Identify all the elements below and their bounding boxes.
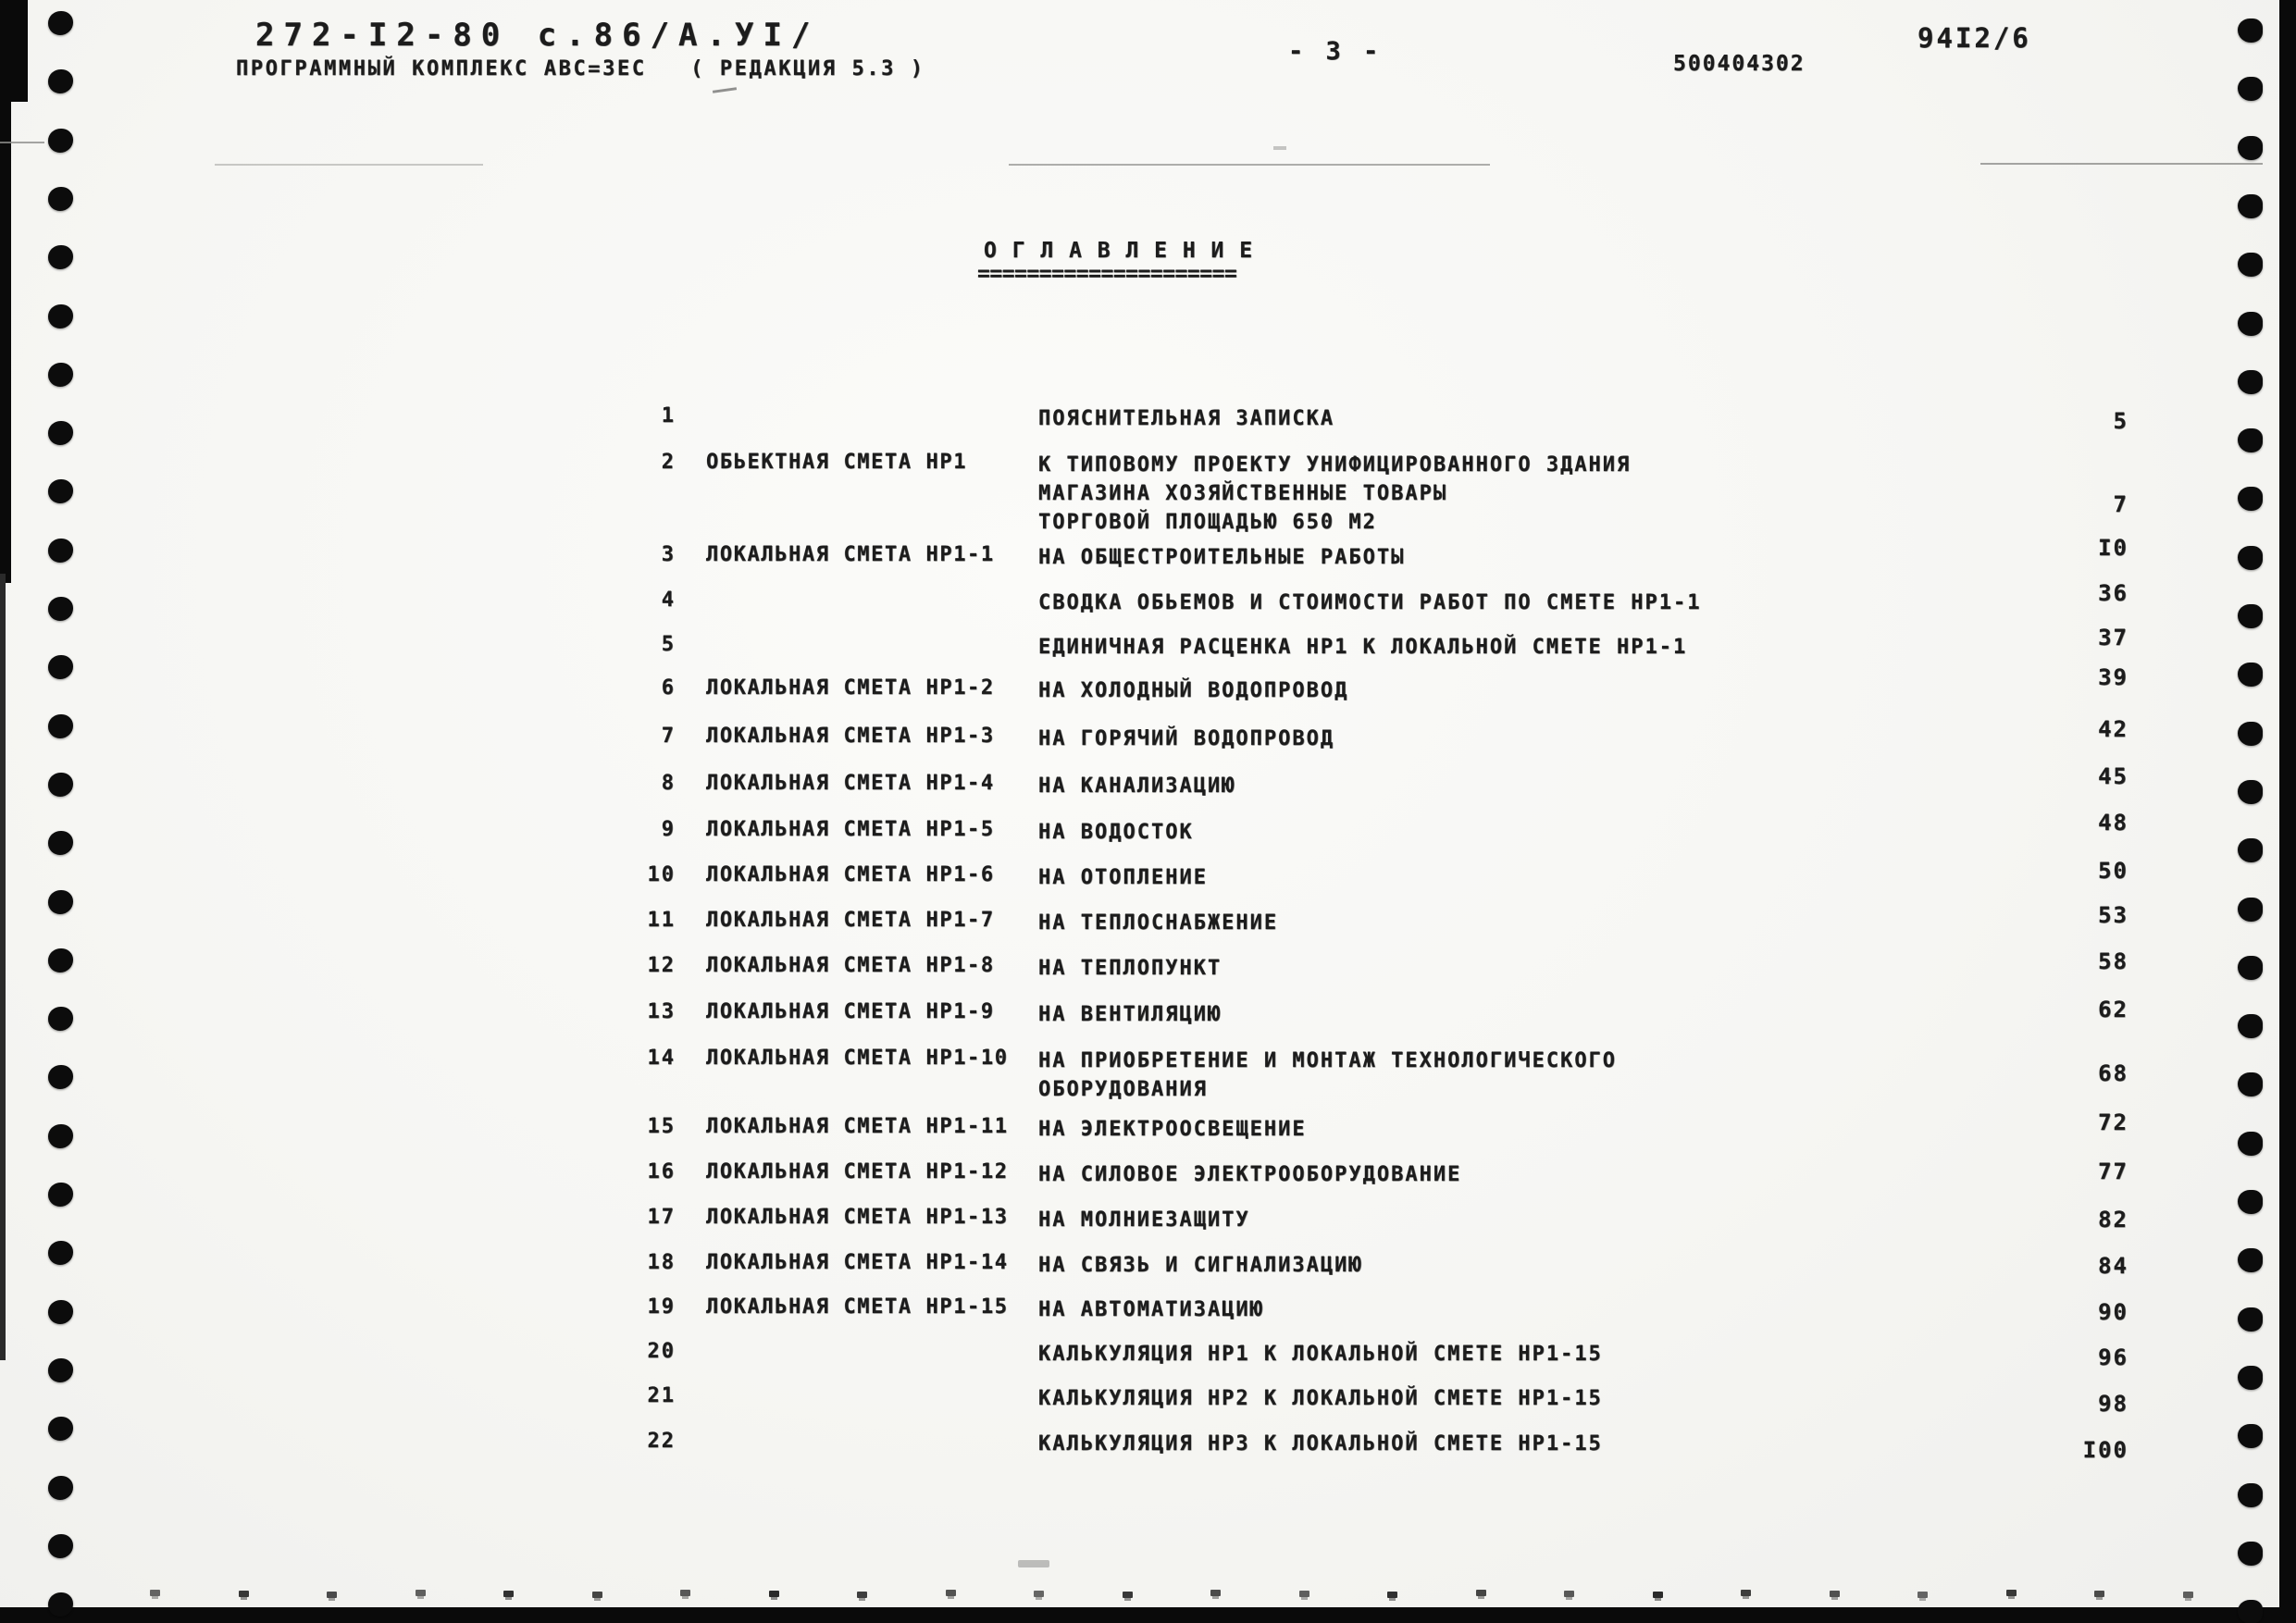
feed-hole	[2238, 546, 2263, 570]
toc-row-description-line: НА ВОДОСТОК	[1038, 821, 1194, 844]
toc-row-page: 45	[2098, 763, 2128, 789]
feed-hole	[48, 11, 73, 35]
crease-line	[0, 142, 44, 143]
toc-row-page: 72	[2098, 1109, 2128, 1135]
toc-row-description	[1038, 1430, 1603, 1458]
toc-row-number: 8	[661, 772, 676, 795]
perforation-tick	[327, 1592, 337, 1598]
toc-row-description-line: НА ВЕНТИЛЯЦИЮ	[1038, 1003, 1222, 1026]
perforation-tick	[1123, 1592, 1133, 1598]
perforation-tick	[503, 1591, 514, 1597]
feed-hole	[2238, 312, 2263, 336]
perforation-tick	[1299, 1591, 1309, 1597]
feed-hole	[48, 1065, 73, 1089]
toc-row-description	[1038, 954, 1222, 983]
document-code: 272-I2-80 с.86/А.УІ/	[255, 17, 820, 54]
toc-row-estimate-label: ЛОКАЛЬНАЯ СМЕТА НР1-11	[706, 1115, 1009, 1138]
feed-hole	[2238, 428, 2263, 452]
perforation-tick	[1564, 1591, 1574, 1597]
perforation-tick	[239, 1591, 249, 1597]
toc-row-description-line: КАЛЬКУЛЯЦИЯ НР3 К ЛОКАЛЬНОЙ СМЕТЕ НР1-15	[1038, 1432, 1603, 1456]
feed-hole	[2238, 1366, 2263, 1390]
perforation-tick	[769, 1591, 779, 1597]
perforation-tick	[946, 1590, 956, 1596]
ink-smudge	[1018, 1560, 1049, 1567]
toc-row-number: 1	[661, 404, 676, 427]
toc-row-number: 11	[647, 909, 676, 932]
toc-row-description	[1038, 1000, 1222, 1029]
toc-row-page: 98	[2098, 1391, 2128, 1417]
perforation-tick	[2006, 1590, 2017, 1596]
toc-row-description	[1038, 818, 1194, 847]
toc-row-page: 96	[2098, 1344, 2128, 1370]
toc-row-number: 7	[661, 725, 676, 748]
feed-hole	[2238, 1132, 2263, 1156]
feed-hole	[48, 1476, 73, 1500]
toc-row-description-line: НА АВТОМАТИЗАЦИЮ	[1038, 1298, 1264, 1321]
left-edge-shadow-mid	[0, 93, 11, 583]
toc-row-number: 17	[647, 1206, 676, 1229]
feed-hole	[2238, 1600, 2263, 1623]
feed-hole	[48, 245, 73, 269]
toc-row-estimate-label: ЛОКАЛЬНАЯ СМЕТА НР1-2	[706, 676, 995, 700]
toc-row-description-line: ОБОРУДОВАНИЯ	[1038, 1078, 1208, 1101]
perforation-tick	[1741, 1590, 1751, 1596]
toc-row-description	[1038, 676, 1348, 705]
toc-row-estimate-label: ЛОКАЛЬНАЯ СМЕТА НР1-5	[706, 818, 995, 841]
toc-row-description	[1038, 1206, 1250, 1234]
feed-hole	[48, 479, 73, 503]
feed-hole	[2238, 1424, 2263, 1448]
toc-row-number: 10	[647, 863, 676, 886]
feed-hole	[48, 304, 73, 328]
feed-hole	[48, 714, 73, 738]
pen-mark	[713, 87, 737, 93]
perforation-tick	[1210, 1590, 1221, 1596]
feed-hole	[48, 831, 73, 855]
feed-hole	[2238, 19, 2263, 43]
feed-hole	[48, 1534, 73, 1558]
toc-row-number: 9	[661, 818, 676, 841]
perforation-tick	[416, 1590, 426, 1596]
toc-row-description-line: НА ЭЛЕКТРООСВЕЩЕНИЕ	[1038, 1118, 1307, 1141]
toc-row-description	[1038, 772, 1235, 800]
toc-row-page: 42	[2098, 716, 2128, 742]
feed-hole	[2238, 956, 2263, 980]
feed-hole	[48, 890, 73, 914]
toc-row-number: 15	[647, 1115, 676, 1138]
toc-row-description	[1038, 1295, 1264, 1324]
toc-row-page: 37	[2098, 625, 2128, 650]
toc-row-description-line: НА ГОРЯЧИЙ ВОДОПРОВОД	[1038, 727, 1335, 750]
toc-row-description-line: КАЛЬКУЛЯЦИЯ НР2 К ЛОКАЛЬНОЙ СМЕТЕ НР1-15	[1038, 1387, 1603, 1410]
toc-row-description	[1038, 1340, 1603, 1369]
perforation-tick	[1476, 1590, 1486, 1596]
toc-row-description-line: НА КАНАЛИЗАЦИЮ	[1038, 774, 1236, 798]
toc-row-estimate-label: ЛОКАЛЬНАЯ СМЕТА НР1-15	[706, 1295, 1009, 1319]
toc-row-description	[1038, 1160, 1461, 1189]
toc-row-estimate-label: ЛОКАЛЬНАЯ СМЕТА НР1-1	[706, 543, 995, 566]
perforation-tick	[1830, 1591, 1840, 1597]
feed-hole	[48, 1183, 73, 1207]
toc-row-page: 62	[2098, 997, 2128, 1022]
toc-row-description-line: ТОРГОВОЙ ПЛОЩАДЬЮ 650 М2	[1038, 511, 1377, 534]
feed-hole	[48, 539, 73, 563]
feed-hole	[2238, 604, 2263, 628]
toc-row-page: 36	[2098, 580, 2128, 606]
feed-hole	[48, 129, 73, 153]
crease-line	[215, 164, 483, 166]
toc-row-description	[1038, 1251, 1363, 1280]
toc-row-description	[1038, 909, 1278, 937]
sheet-page-number: - 3 -	[1288, 37, 1383, 66]
feed-hole	[2238, 136, 2263, 160]
perforation-tick	[592, 1592, 602, 1598]
toc-row-estimate-label: ЛОКАЛЬНАЯ СМЕТА НР1-12	[706, 1160, 1009, 1183]
feed-hole	[48, 69, 73, 93]
toc-row-description-line: НА ХОЛОДНЫЙ ВОДОПРОВОД	[1038, 679, 1349, 702]
feed-hole	[2238, 194, 2263, 218]
toc-row-number: 6	[661, 676, 676, 700]
crease-line	[1009, 164, 1490, 166]
toc-row-description-line: НА ОБЩЕСТРОИТЕЛЬНЫЕ РАБОТЫ	[1038, 546, 1406, 569]
toc-row-description	[1038, 543, 1405, 572]
feed-hole	[2238, 77, 2263, 101]
perforation-tick	[1387, 1592, 1397, 1598]
feed-hole	[2238, 1190, 2263, 1214]
bottom-edge-shadow	[0, 1607, 2296, 1623]
toc-title: О Г Л А В Л Е Н И Е	[984, 239, 1254, 263]
feed-hole	[2238, 722, 2263, 746]
feed-hole	[2238, 370, 2263, 394]
feed-hole	[48, 1358, 73, 1382]
toc-row-number: 20	[647, 1340, 676, 1363]
toc-row-page: 82	[2098, 1207, 2128, 1233]
perforation-tick	[2094, 1591, 2104, 1597]
toc-row-estimate-label: ЛОКАЛЬНАЯ СМЕТА НР1-3	[706, 725, 995, 748]
toc-row-page: I0	[2098, 535, 2128, 561]
feed-hole	[48, 655, 73, 679]
right-edge-shadow	[2279, 0, 2296, 1610]
toc-row-number: 14	[647, 1047, 676, 1070]
toc-row-estimate-label: ЛОКАЛЬНАЯ СМЕТА НР1-9	[706, 1000, 995, 1023]
perforation-tick	[2183, 1592, 2193, 1598]
toc-row-description	[1038, 725, 1334, 753]
toc-row-number: 4	[661, 588, 676, 612]
feed-hole	[2238, 487, 2263, 511]
toc-row-page: 5	[2113, 408, 2128, 434]
feed-hole	[2238, 898, 2263, 922]
toc-row-description-line: НА ТЕПЛОПУНКТ	[1038, 957, 1222, 980]
perforation-tick	[1653, 1592, 1663, 1598]
toc-row-estimate-label: ЛОКАЛЬНАЯ СМЕТА НР1-14	[706, 1251, 1009, 1274]
toc-row-estimate-label: ЛОКАЛЬНАЯ СМЕТА НР1-7	[706, 909, 995, 932]
feed-hole	[2238, 1307, 2263, 1332]
feed-hole	[2238, 1014, 2263, 1038]
toc-row-number: 18	[647, 1251, 676, 1274]
feed-hole	[48, 1124, 73, 1148]
toc-row-description-line: НА ОТОПЛЕНИЕ	[1038, 866, 1208, 889]
toc-row-description-line: НА СВЯЗЬ И СИГНАЛИЗАЦИЮ	[1038, 1254, 1363, 1277]
feed-hole	[2238, 1483, 2263, 1507]
perforation-tick	[857, 1592, 867, 1598]
left-edge-shadow-top	[0, 0, 28, 102]
toc-row-description-line: НА ПРИОБРЕТЕНИЕ И МОНТАЖ ТЕХНОЛОГИЧЕСКОГО	[1038, 1049, 1618, 1072]
toc-row-description	[1038, 588, 1702, 617]
toc-row-page: 48	[2098, 810, 2128, 836]
feed-hole	[2238, 1072, 2263, 1096]
toc-row-estimate-label: ЛОКАЛЬНАЯ СМЕТА НР1-10	[706, 1047, 1009, 1070]
toc-row-description-line: К ТИПОВОМУ ПРОЕКТУ УНИФИЦИРОВАННОГО ЗДАНИЯ	[1038, 453, 1632, 477]
toc-row-page: 77	[2098, 1158, 2128, 1184]
feed-hole	[2238, 663, 2263, 687]
toc-row-description-line: МАГАЗИНА ХОЗЯЙСТВЕННЫЕ ТОВАРЫ	[1038, 482, 1448, 505]
toc-row-page: 68	[2098, 1060, 2128, 1086]
toc-row-number: 12	[647, 954, 676, 977]
feed-hole	[48, 187, 73, 211]
toc-row-number: 19	[647, 1295, 676, 1319]
feed-hole	[2238, 253, 2263, 277]
toc-row-page: 7	[2113, 491, 2128, 517]
toc-row-number: 2	[661, 451, 676, 474]
feed-hole	[48, 1417, 73, 1441]
toc-row-page: 90	[2098, 1299, 2128, 1325]
stamp-number: 500404302	[1673, 52, 1806, 76]
toc-row-number: 22	[647, 1430, 676, 1453]
toc-row-estimate-label: ЛОКАЛЬНАЯ СМЕТА НР1-4	[706, 772, 995, 795]
toc-row-description-line: КАЛЬКУЛЯЦИЯ НР1 К ЛОКАЛЬНОЙ СМЕТЕ НР1-15	[1038, 1343, 1603, 1366]
left-edge-shadow-low	[0, 574, 6, 1360]
toc-row-description	[1038, 1384, 1603, 1413]
toc-row-number: 16	[647, 1160, 676, 1183]
toc-title-underline: =====================	[977, 262, 1237, 286]
feed-hole	[2238, 1248, 2263, 1272]
toc-row-page: 53	[2098, 902, 2128, 928]
toc-row-description-line: ЕДИНИЧНАЯ РАСЦЕНКА НР1 К ЛОКАЛЬНОЙ СМЕТЕ НР1-1	[1038, 636, 1688, 659]
toc-row-description	[1038, 404, 1334, 433]
perforation-tick	[1034, 1591, 1044, 1597]
feed-hole	[2238, 780, 2263, 804]
toc-row-number: 13	[647, 1000, 676, 1023]
program-complex-subtitle: ПРОГРАММНЫЙ КОМПЛЕКС АВС=3ЕС ( РЕДАКЦИЯ 5.3 )	[236, 57, 925, 81]
perforation-tick	[680, 1590, 690, 1596]
toc-row-page: 58	[2098, 948, 2128, 974]
feed-hole	[48, 948, 73, 973]
feed-hole	[48, 1007, 73, 1031]
feed-hole	[48, 1300, 73, 1324]
feed-hole	[48, 1241, 73, 1265]
archive-code: 94I2/6	[1917, 22, 2031, 54]
toc-row-estimate-label: ЛОКАЛЬНАЯ СМЕТА НР1-8	[706, 954, 995, 977]
toc-row-number: 21	[647, 1384, 676, 1407]
toc-row-page: I00	[2082, 1437, 2128, 1463]
feed-hole	[48, 597, 73, 621]
toc-row-page: 84	[2098, 1253, 2128, 1279]
toc-row-number: 3	[661, 543, 676, 566]
toc-row-estimate-label: ЛОКАЛЬНАЯ СМЕТА НР1-13	[706, 1206, 1009, 1229]
toc-row-description-line: СВОДКА ОБЬЕМОВ И СТОИМОСТИ РАБОТ ПО СМЕТЕ НР1-1	[1038, 591, 1702, 614]
feed-hole	[48, 773, 73, 797]
perforation-tick	[1917, 1592, 1928, 1598]
feed-hole	[2238, 1542, 2263, 1566]
toc-row-description	[1038, 451, 1631, 537]
toc-row-estimate-label: ОБЬЕКТНАЯ СМЕТА НР1	[706, 451, 968, 474]
pen-mark	[1273, 146, 1286, 150]
toc-row-estimate-label: ЛОКАЛЬНАЯ СМЕТА НР1-6	[706, 863, 995, 886]
perforation-tick	[150, 1590, 160, 1596]
toc-row-description-line: НА СИЛОВОЕ ЭЛЕКТРООБОРУДОВАНИЕ	[1038, 1163, 1462, 1186]
toc-row-description-line: НА ТЕПЛОСНАБЖЕНИЕ	[1038, 911, 1279, 935]
toc-row-description-line: НА МОЛНИЕЗАЩИТУ	[1038, 1208, 1250, 1232]
toc-row-description	[1038, 633, 1687, 662]
toc-row-number: 5	[661, 633, 676, 656]
feed-hole	[48, 363, 73, 387]
toc-row-page: 39	[2098, 664, 2128, 690]
feed-hole	[2238, 838, 2263, 862]
toc-row-description-line: ПОЯСНИТЕЛЬНАЯ ЗАПИСКА	[1038, 407, 1335, 430]
toc-row-description	[1038, 863, 1208, 892]
feed-hole	[48, 421, 73, 445]
toc-row-description	[1038, 1047, 1617, 1104]
crease-line	[1980, 163, 2263, 165]
toc-row-description	[1038, 1115, 1307, 1144]
toc-row-page: 50	[2098, 858, 2128, 884]
